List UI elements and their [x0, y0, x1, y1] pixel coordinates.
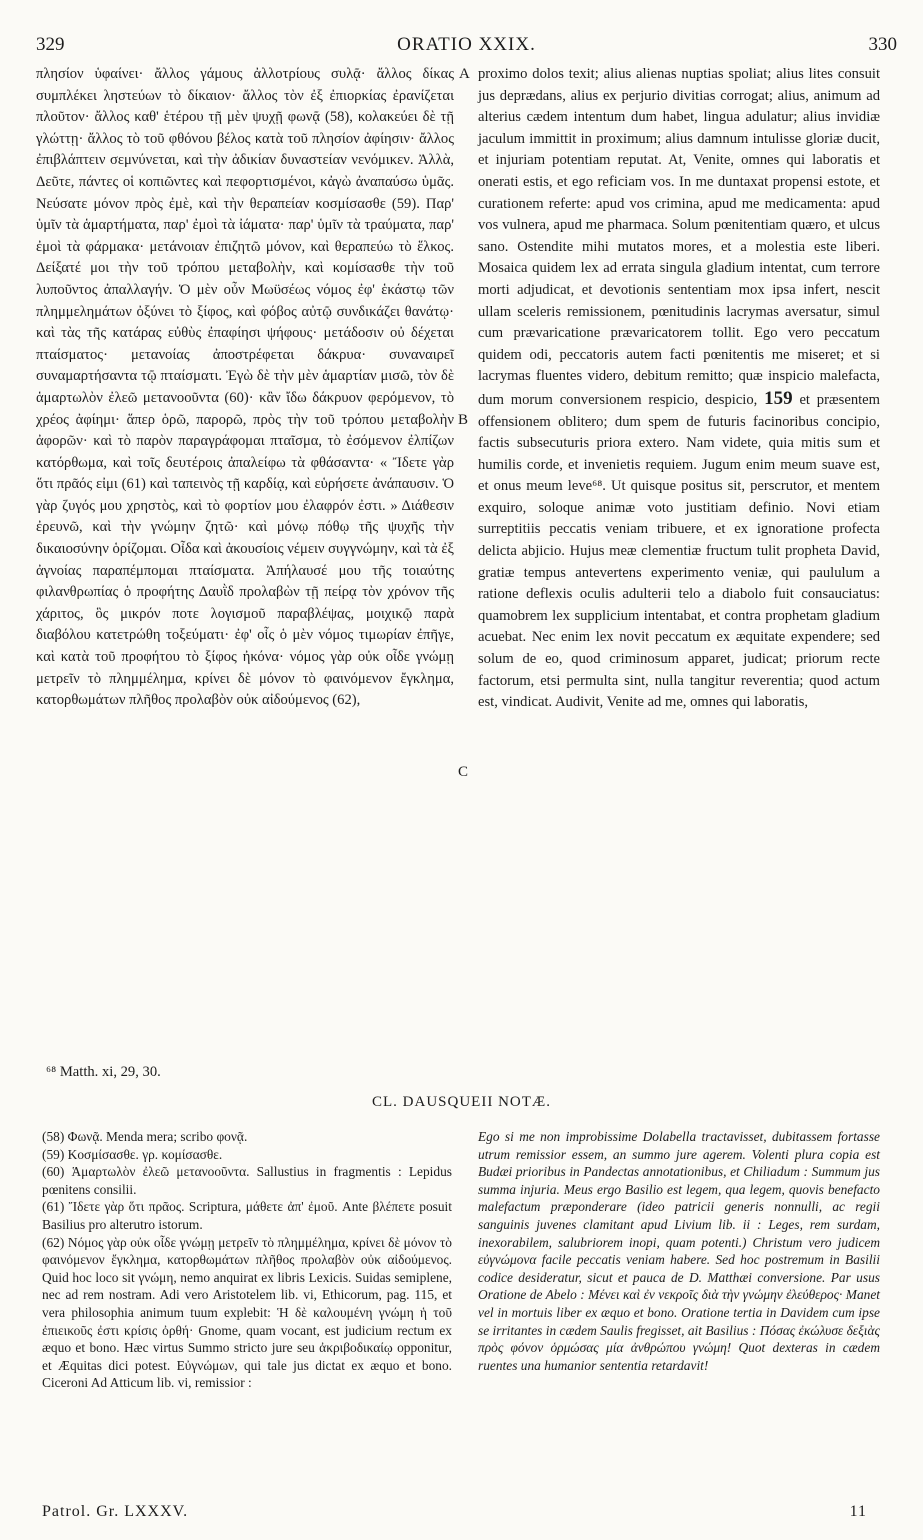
note-58: (58) Φωνᾷ. Menda mera; scribo φονᾷ.	[42, 1129, 248, 1144]
greek-text-column	[36, 64, 454, 712]
page-number-left: 329	[36, 34, 65, 55]
scripture-footnote: ⁶⁸ Matth. xi, 29, 30.	[46, 1064, 161, 1080]
notes-right-column	[478, 1128, 880, 1374]
latin-text-part-1: proximo dolos texit; alius alienas nuptias spoliat; alius lites consuit jus deprædans, alius ex perjurio divitias corrogat; alius, animum ad alterius cædem intentum dum habet, lingua adulatur; alius invidiæ jaculum immittit in proximum; alius damnum intulisse gloriæ ducit, et injuriam potentiam reputat. At, Venite, omnes qui laboratis et onerati estis, et ego reficiam vos. In me duntaxat propensi estote, et curationem referte: apud vos crimina, apud me medicamenta: apud vos vulnera, apud me pharmaca. Solum pœnitentiam quæro, et ulcus sano. Ostendite mihi mutatos mores, et a molestia este liberi. Mosaica quidem lex ad errata singula gladium intentat, cum terrore morti adjudicat, et devotionis sententiam mox ipsa infert, nescit ullam sceleris remissionem, pœnitudinis lacrymas aversatur, simul cum prævaricatione prævaricatorem tollit. Ego vero peccatum quidem odi, peccatoris autem facti pœnitentis me miseret; et si lacrymas fluentes videro, debitum remitto; quæ inspicio malefacta, dum morum conversionem respicio, despicio,	[478, 66, 880, 408]
latin-text-part-2: et præsentem offensionem oblitero; dum spem de futuris facinoribus concipio, factis subsecuturis priora extero. Nam videte, quia mitis sum et humilis corde, et invenietis requiem. Jugum enim meum suave est, et onus meum leve⁶⁸. Ut quisque positus sit, perscrutor, et mentem exquiro, soloque animæ voto justitiam definio. Novi etiam surreptitiis peccatis veniam tribuere, et ex ignoratione profecta delicta abjicio. Hujus meæ clementiæ fructum tulit propheta David, gratiæ tempus antevertens experimento veniæ, qui paululum a ratione deflexis oculis adulterii telo a diabolo fuit consauciatus: quamobrem lex supplicium intentabat, et contra prophetam gladium acuebat. Nec enim lex novit peccatum ex æquitate expendere; sed solum de eo, quod criminosum apparet, judicat; priorum recte factorum, etsi permulta sint, nulla tangitur reverentia; quod actum est, vindicat. Audivit, Venite ad me, omnes qui laboratis,	[478, 391, 880, 711]
running-header	[36, 34, 897, 60]
note-62-continued: Ego si me non improbissime Dolabella tractavisset, dubitassem fortasse utrum remissior essem, an summo jure agerem. Volenti plura copia est Budæi prioribus in Pandectas annotationibus, et Chiliadum : Summum jus summa injuria. Meus ergo Basilio est legem, qua legem, quovis benefacto malefactum præponderare (ideo patricii generis nonnulli, ac regii sanguinis juvenes clamitant apud Livium lib. ii : Leges, rem surdam, inexorabilem, salubriorem inopi, quam potenti.) Christum vero judicem εὐγνώμονα facile peccatis veniam habere. Sed hoc postremum in Basilii codice desideratur, sicut et pauca de D. Matthæi conversione. Par usus Oratione de Abelo : Μένει καὶ ἐν νεκροῖς διὰ τὴν γνώμην ἐλεύθερος· Manet vel in mortuis liber ex æquo et bono. Oratione tertia in Davidem cum ipse se irritantes in cædem Saulis fregisset, ait Basilius : Πόσας ἐκώλυσε δεξιὰς πρὸς φόνον ὁρμώσας μία ἀνθρώπου γνώμη! Quot dexteras in cædem ruentes una humanior sententia retardavit!	[478, 1129, 880, 1373]
note-61: (61) Ἴδετε γὰρ ὅτι πρᾶος. Scriptura, μάθετε ἀπ' ἐμοῦ. Ante βλέπετε posuit Basilius pro alterutro istorum.	[42, 1199, 452, 1232]
note-60: (60) Ἁμαρτωλὸν ἐλεῶ μετανοοῦντα. Sallustius in fragmentis : Lepidus pœnitens consilii.	[42, 1164, 452, 1197]
column-marker-159: 159	[764, 387, 793, 409]
note-59: (59) Κοσμίσασθε. γρ. κομίσασθε.	[42, 1146, 223, 1162]
latin-text-column	[478, 64, 880, 714]
footer-signature: Patrol. Gr. LXXXV.	[42, 1503, 189, 1520]
footer-sheet-number: 11	[849, 1503, 867, 1520]
latin-paragraph	[478, 64, 880, 714]
greek-paragraph: πλησίον ὑφαίνει· ἄλλος γάμους ἀλλοτρίους συλᾷ· ἄλλος δίκας συμπλέκει ληστεύων τὸ δίκαιον· ἄλλος τὸν ἐξ ἐπιορκίας ἐρανίζεται πλοῦτον· ἄλλος καθ' ἑτέρου τῇ μὲν ψυχῇ φωνᾷ (58), κολακεύει δὲ τῇ γλώττῃ· ἄλλος τὸ τοῦ φθόνου βέλος κατὰ τοῦ πλησίον ἀφίησιν· ἄλλος ἐπιβλάπτειν σεμνύνεται, καὶ τὴν ἀδικίαν δυναστείαν νενόμικεν. Ἀλλὰ, Δεῦτε, πάντες οἱ κοπιῶντες καὶ πεφορτισμένοι, κἀγὼ ἀναπαύσω ὑμᾶς. Νεύσατε μόνον πρὸς ἐμὲ, καὶ τὴν θεραπείαν κοσμίσασθε (59). Παρ' ὑμῖν τὰ ἁμαρτήματα, παρ' ἐμοὶ τὰ ἰάματα· παρ' ὑμῖν τὰ τραύματα, παρ' ἐμοὶ τὰ φάρμακα· μετάνοιαν ἐπιζητῶ μόνον, καὶ θεραπεύω τὸ ἕλκος. Δείξατέ μοι τὴν τοῦ τρόπου μεταβολὴν, καὶ κομίσασθε τὴν τοῦ λυποῦντος ἀπαλλαγήν. Ὁ μὲν οὖν Μωϋσέως νόμος ἐφ' ἑκάστῳ τῶν πλημμελημάτων ὀξύνει τὸ ξίφος, καὶ φόβος αὐτῷ συνδικάζει θανάτῳ· καὶ τὰς τῆς κατάρας εὐθὺς ἐπαφίησι ψήφους· μετάδοσιν οὐ δέχεται πταίσματος· μετανοίας ἀποστρέφεται δάκρυα· συναναιρεῖ συναμαρτήσαντα τῷ πταίσματι. Ἐγὼ δὲ τὴν μὲν ἁμαρτίαν μισῶ, τὸν δὲ ἁμαρτωλὸν ἐλεῶ μετανοοῦντα (60)· κἂν ἴδω δάκρυον φερόμενον, τὸ χρέος ἀφίημι· ἅπερ ὁρῶ, παρορῶ, πρὸς τὴν τοῦ τρόπου μεταβολὴν ἀφορῶν· καὶ τὸ παρὸν παραγράφομαι πταῖσμα, τὸ ἐσόμενον ἐλπίζων κατόρθωμα, καὶ τοῖς δευτέροις ἀπαλείφω τὰ φθάσαντα· « Ἴδετε γὰρ ὅτι πρᾶός εἰμι (61) καὶ ταπεινὸς τῇ καρδίᾳ, καὶ εὑρήσετε ἀνάπαυσιν. Ὁ γὰρ ζυγός μου χρηστὸς, καὶ τὸ φορτίον μου ἐλαφρόν ἐστι. » Διάθεσιν ἐρευνῶ, καὶ τὴν γνώμην ζητῶ· καὶ μόνῳ πόθῳ τῆς ψυχῆς τὴν δικαιοσύνην ὁρίζομαι. Οἶδα καὶ ἀκουσίοις νέμειν συγγνώμην, καὶ τὰ ἐξ ἀγνοίας παραπέμπομαι πταίσματα. Ἀπήλαυσέ μου τῆς τοιαύτης φιλανθρωπίας ὁ προφήτης Δαυῒδ προλαβὼν τῇ πείρᾳ τὸν χρόνον τῆς χάριτος, ὃς μικρόν ποτε λογισμοῦ παραβλέψας, μοιχικῷ παρὰ διαβόλου κατετρώθη τοξεύματι· ἐφ' οἷς ὁ μὲν νόμος τιμωρίαν ἐπῆγε, καὶ κατὰ τοῦ προφήτου τὸ ξίφος ἠκόνα· νόμος γὰρ οὐκ οἶδε γνώμῃ μετρεῖν τὸ πλημμέλημα, κρίνει δὲ μόνον τὸ φαινόμενον ἔγκλημα, κατορθωμάτων πλῆθος προλαβὸν οὐκ αἰδούμενος (62),	[36, 66, 454, 709]
page-number-right: 330	[868, 34, 897, 55]
margin-letter-b: B	[458, 412, 469, 428]
margin-letter-c: C	[458, 764, 469, 780]
running-title: ORATIO XXIX.	[397, 34, 536, 55]
page-footer	[42, 1503, 867, 1521]
note-62: (62) Νόμος γὰρ οὐκ οἶδε γνώμῃ μετρεῖν τὸ πλημμέλημα, κρίνει δὲ μόνον τὸ φαινόμενον ἔγκλημα, κατορθωμάτων πλῆθος προλαβὸν οὐκ αἰδούμενος. Quid hoc loco sit γνώμη, nemo anquirat ex libris Lexicis. Suidas semiplene, nec ad rem nostram. Adi vero Aristotelem lib. vi, Ethicorum, pag. 115, et vera philosophia animum tuum explebit: Ἡ δὲ καλουμένη γνώμη ἡ τοῦ ἐπιεικοῦς ἐστι κρίσις ὀρθή· Gnome, quam vocant, est judicium rectum ex æquo et bono. Hæc virtus Summo stricto jure seu ἀκριβοδικαίῳ opponitur, et Æquitas dici potest. Εὐγνώμων, qui tale jus dictat ex æquo et bono. Ciceroni Ad Atticum lib. vi, remissior :	[42, 1234, 452, 1391]
notes-title: CL. DAUSQUEII NOTÆ.	[372, 1094, 551, 1110]
notes-left-column	[42, 1128, 452, 1392]
margin-letter-a: A	[459, 66, 470, 82]
